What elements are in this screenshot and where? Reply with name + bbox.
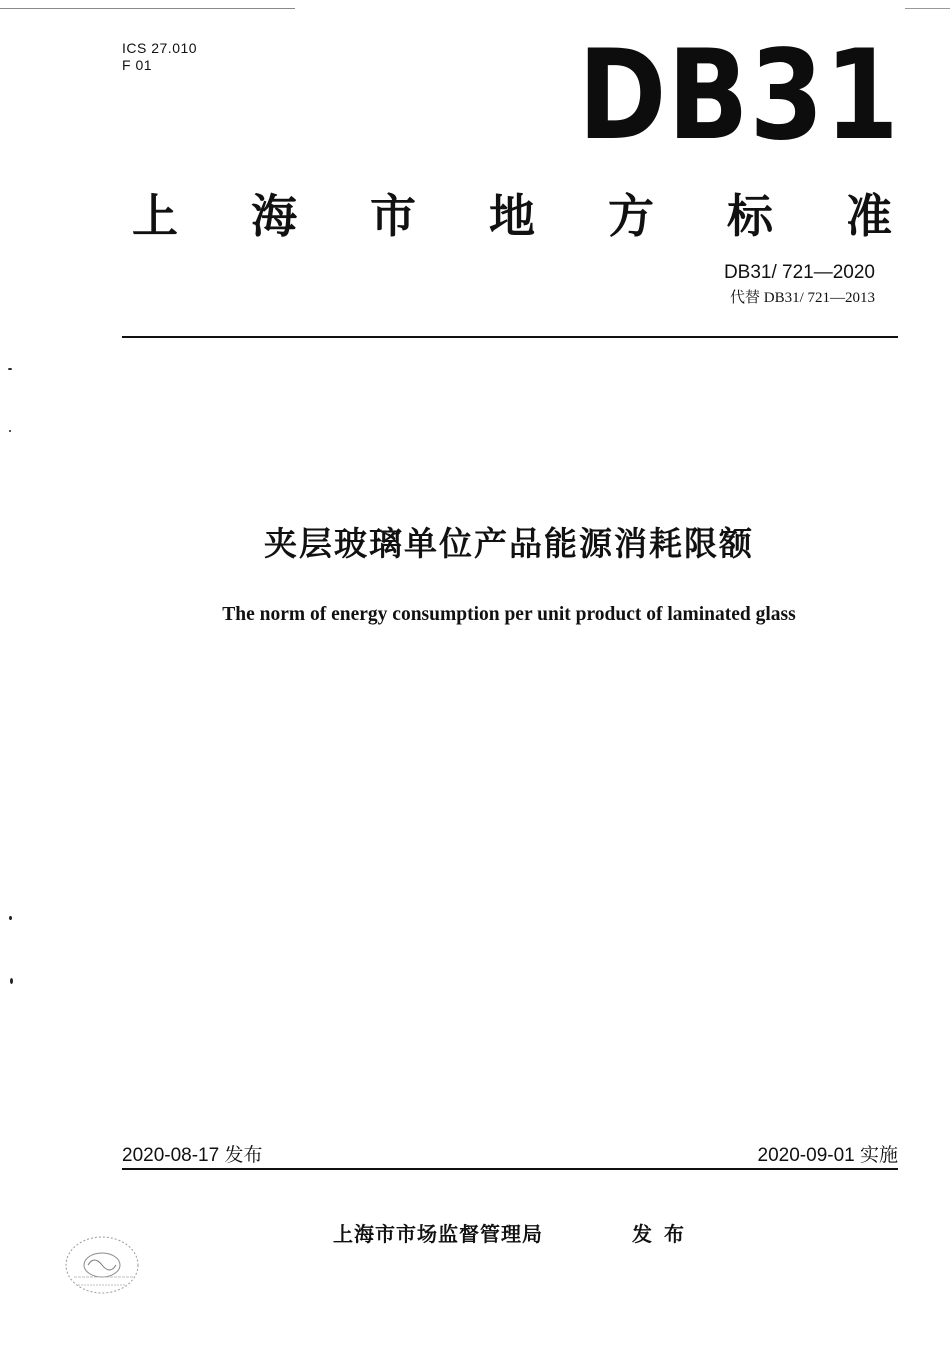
issue-date: 2020-08-17 发布 (122, 1145, 263, 1166)
ccs-code: F 01 (122, 57, 153, 73)
scan-speck (9, 916, 12, 920)
standard-type-char: 地 (489, 189, 535, 243)
scan-edge-line (0, 8, 295, 9)
publisher-name: 上海市市场监督管理局 (333, 1222, 543, 1246)
ics-code: ICS 27.010 (122, 40, 198, 56)
scan-speck (8, 368, 12, 370)
implementation-date: 2020-09-01 实施 (757, 1145, 898, 1166)
standard-type-char: 上 (132, 189, 178, 243)
scan-speck (9, 430, 11, 432)
standard-type-heading (132, 180, 892, 246)
standard-type-char: 方 (608, 189, 654, 243)
document-title-english: The norm of energy consumption per unit product of laminated glass (222, 604, 796, 625)
replaces-standard: 代替 DB31/ 721—2013 (729, 290, 875, 306)
watermark-stamp-icon (60, 1225, 150, 1305)
scan-edge-line (905, 8, 950, 9)
standard-type-char: 市 (370, 189, 416, 243)
document-title-chinese: 夹层玻璃单位产品能源消耗限额 (264, 524, 754, 563)
scan-speck (10, 978, 13, 984)
standard-number: DB31/ 721—2020 (723, 262, 875, 283)
standard-type-char: 标 (727, 189, 773, 243)
header-divider (122, 336, 898, 338)
standard-type-char: 准 (846, 189, 892, 243)
db31-logo: DB31 (578, 24, 900, 168)
standard-type-char: 海 (251, 189, 297, 243)
publish-label: 发布 (632, 1222, 696, 1246)
footer-divider (122, 1168, 898, 1170)
